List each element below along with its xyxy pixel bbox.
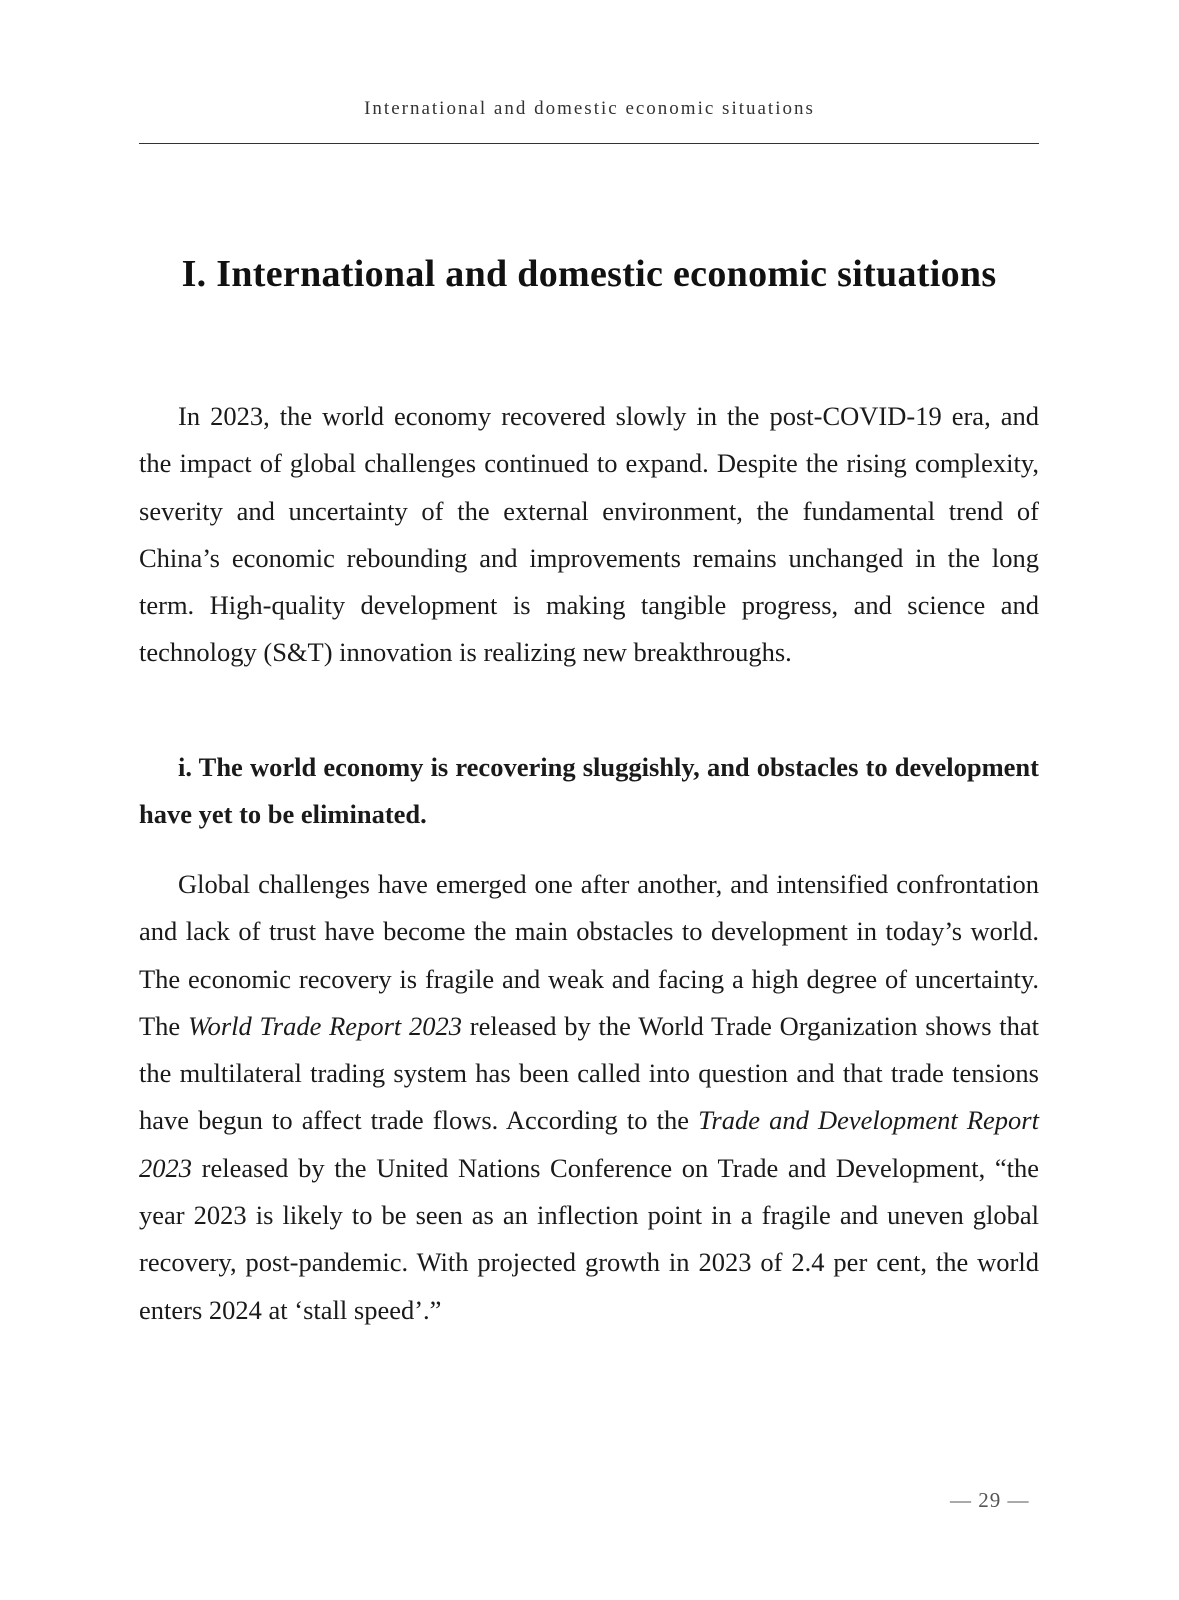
report-title-unctad: Trade and Development Report 2023 <box>139 1105 1039 1183</box>
section-subheading: i. The world economy is recovering sluggishly, and obstacles to development have yet to be eliminated. <box>139 752 1039 830</box>
chapter-title: I. International and domestic economic situations <box>181 253 997 295</box>
body-paragraph-2 <box>139 861 1039 1334</box>
paragraph-text: released by the World Trade Organization shows that the multilateral trading system has been called into question and that trade tensions have begun to affect trade flows. According to the <box>139 1010 1039 1136</box>
running-header: International and domestic economic situations <box>364 98 815 119</box>
header-divider <box>139 143 1039 144</box>
paragraph-text: Global challenges have emerged one after another, and intensified confrontation and lack of trust have become the main obstacles to development in today’s world. The economic recovery is fragile and weak and facing a high degree of uncertainty. The <box>139 869 1039 1041</box>
page-number: — 29 — <box>950 1488 1030 1512</box>
paragraph-text: released by the United Nations Conference on Trade and Development, “the year 2023 is likely to be seen as an inflection point in a fragile and uneven global recovery, post-pandemic. With projected growth in 2023 of 2.4 per cent, the world enters 2024 at ‘stall speed’.” <box>139 1152 1039 1325</box>
report-title-wto: World Trade Report 2023 <box>187 1010 462 1041</box>
body-paragraph-1: In 2023, the world economy recovered slowly in the post-COVID-19 era, and the impact of global challenges continued to expand. Despite the rising complexity, severity and uncertainty of the external environment, the fundamental trend of China’s economic rebounding and improvements remains unchanged in the long term. High-quality development is making tangible progress, and science and technology (S&T) innovation is realizing new breakthroughs. <box>139 401 1039 668</box>
